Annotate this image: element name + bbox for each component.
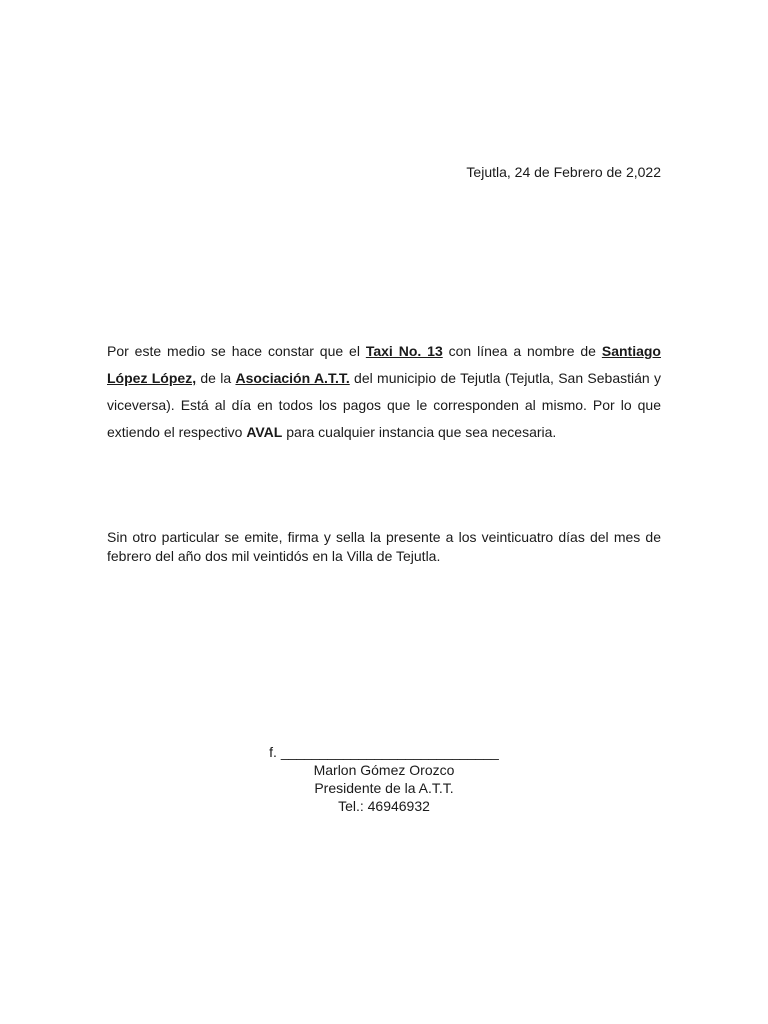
taxi-number: Taxi No. 13	[365, 343, 443, 359]
signatory-name: Marlon Gómez Orozco	[313, 762, 455, 778]
signatory-phone: Tel.: 46946932	[338, 798, 430, 814]
signature-line: f. ____________________________	[269, 744, 499, 760]
association-name: Asociación A.T.T.	[235, 370, 350, 386]
owner-name: Santiago López López,	[107, 343, 661, 386]
paragraph-text: con línea a nombre de	[442, 343, 602, 359]
paragraph-text: para cualquier instancia que sea necesaria.	[282, 424, 557, 440]
signatory-title: Presidente de la A.T.T.	[314, 780, 454, 796]
signature-block	[0, 743, 768, 815]
paragraph-text: de la	[196, 370, 236, 386]
paragraph-text: del municipio de Tejutla (Tejutla, San Sebastián y viceversa). Está al día en todos los pagos que le corresponden al mismo. Por lo que extiendo el respectivo	[107, 370, 661, 440]
closing-paragraph: Sin otro particular se emite, firma y sella la presente a los veinticuatro días del mes de febrero del año dos mil veintidós en la Villa de Tejutla.	[107, 529, 661, 564]
paragraph-text: Por este medio se hace constar que el	[107, 343, 366, 359]
date-line: Tejutla, 24 de Febrero de 2,022	[466, 164, 661, 180]
aval-keyword: AVAL	[246, 424, 283, 440]
certification-paragraph	[107, 338, 661, 446]
